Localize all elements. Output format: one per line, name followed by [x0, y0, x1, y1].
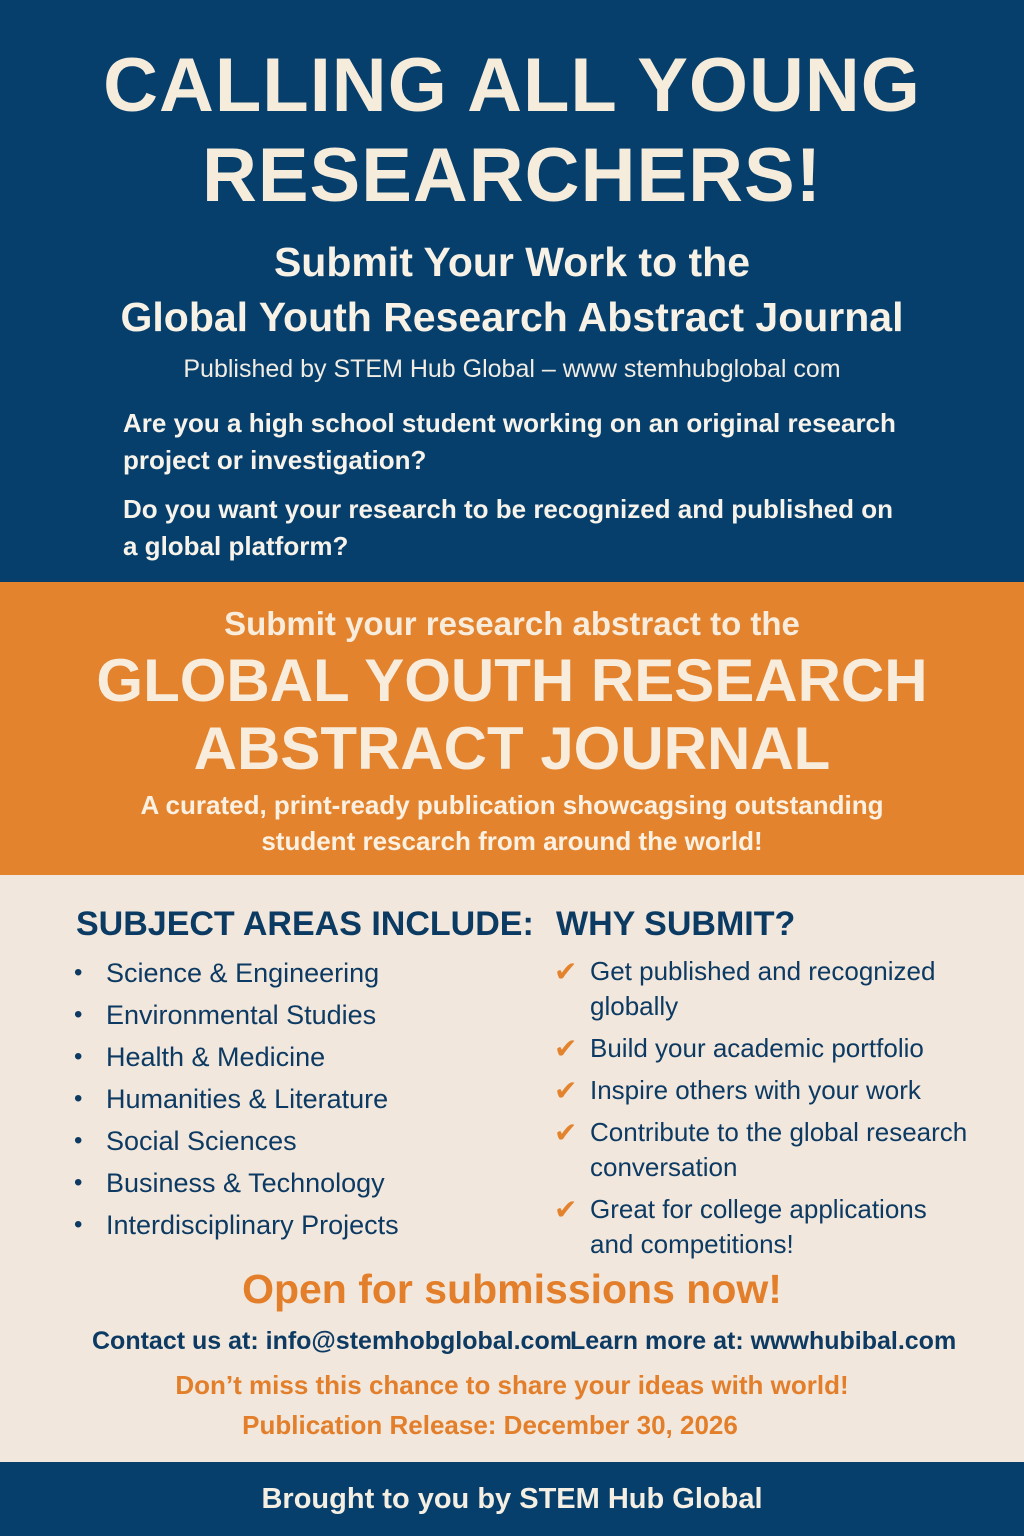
banner-subtitle: Submit your research abstract to the — [224, 605, 800, 642]
footer-text: Brought to you by STEM Hub Global — [261, 1483, 763, 1515]
checkmark-icon: ✔ — [554, 1075, 578, 1106]
list-item: ✔ Inspire others with your work — [554, 1075, 921, 1106]
question-2: Do you want your research to be recognized and published on a global platform? — [123, 494, 893, 561]
journal-banner — [0, 582, 1024, 875]
banner-title-line-1: GLOBAL YOUTH RESEARCH — [96, 647, 928, 714]
published-by: Published by STEM Hub Global – www stemhubglobal com — [183, 355, 841, 383]
bullet-icon: • — [74, 1043, 83, 1070]
bullet-icon: • — [74, 1085, 83, 1112]
list-item: • Interdisciplinary Projects — [74, 1206, 399, 1248]
why-list — [554, 954, 974, 1269]
list-item: • Science & Engineering — [74, 954, 399, 996]
list-item: • Environmental Studies — [74, 996, 399, 1038]
publication-release: Publication Release: December 30, 2026 — [242, 1410, 738, 1440]
question-1: Are you a high school student working on an original research project or investigation? — [123, 408, 896, 475]
headline-line-2: RESEARCHERS! — [201, 133, 823, 218]
open-for-submissions: Open for submissions now! — [242, 1266, 782, 1312]
bullet-icon: • — [74, 1169, 83, 1196]
why-title: WHY SUBMIT? — [556, 905, 796, 943]
list-item: • Health & Medicine — [74, 1038, 399, 1080]
checkmark-icon: ✔ — [554, 1033, 578, 1064]
list-item: ✔ Build your academic portfolio — [554, 1033, 924, 1064]
footer — [0, 1462, 1024, 1536]
list-item: ✔ Get published and recognized globally — [554, 956, 936, 1021]
banner-title-line-2: ABSTRACT JOURNAL — [193, 715, 831, 782]
subheadline-line-2: Global Youth Research Abstract Journal — [120, 294, 904, 340]
bullet-icon: • — [74, 1211, 83, 1238]
list-item: ✔ Contribute to the global research conversation — [554, 1117, 968, 1182]
learn-more-link: Learn more at: wwwhubibal.com — [570, 1327, 957, 1355]
subjects-list — [74, 954, 399, 1248]
list-item: • Humanities & Literature — [74, 1080, 399, 1122]
list-item: • Business & Technology — [74, 1164, 399, 1206]
banner-desc-line-2: student rescarch from around the world! — [261, 826, 763, 856]
checkmark-icon: ✔ — [554, 1117, 578, 1148]
list-item: • Social Sciences — [74, 1122, 399, 1164]
headline-line-1: CALLING ALL YOUNG — [103, 43, 921, 128]
contact-email: Contact us at: info@stemhobglobal.com — [92, 1327, 572, 1355]
bullet-icon: • — [74, 959, 83, 986]
dont-miss-message: Don’t miss this chance to share your ideas with world! — [175, 1370, 849, 1400]
list-item: ✔ Great for college applications and competitions! — [554, 1194, 927, 1259]
banner-desc-line-1: A curated, print-ready publication showcagsing outstanding — [140, 790, 884, 820]
subheadline-line-1: Submit Your Work to the — [273, 239, 751, 285]
bullet-icon: • — [74, 1127, 83, 1154]
checkmark-icon: ✔ — [554, 956, 578, 987]
checkmark-icon: ✔ — [554, 1194, 578, 1225]
subjects-title: SUBJECT AREAS INCLUDE: — [76, 905, 534, 943]
bullet-icon: • — [74, 1001, 83, 1028]
header-section — [0, 0, 1024, 582]
